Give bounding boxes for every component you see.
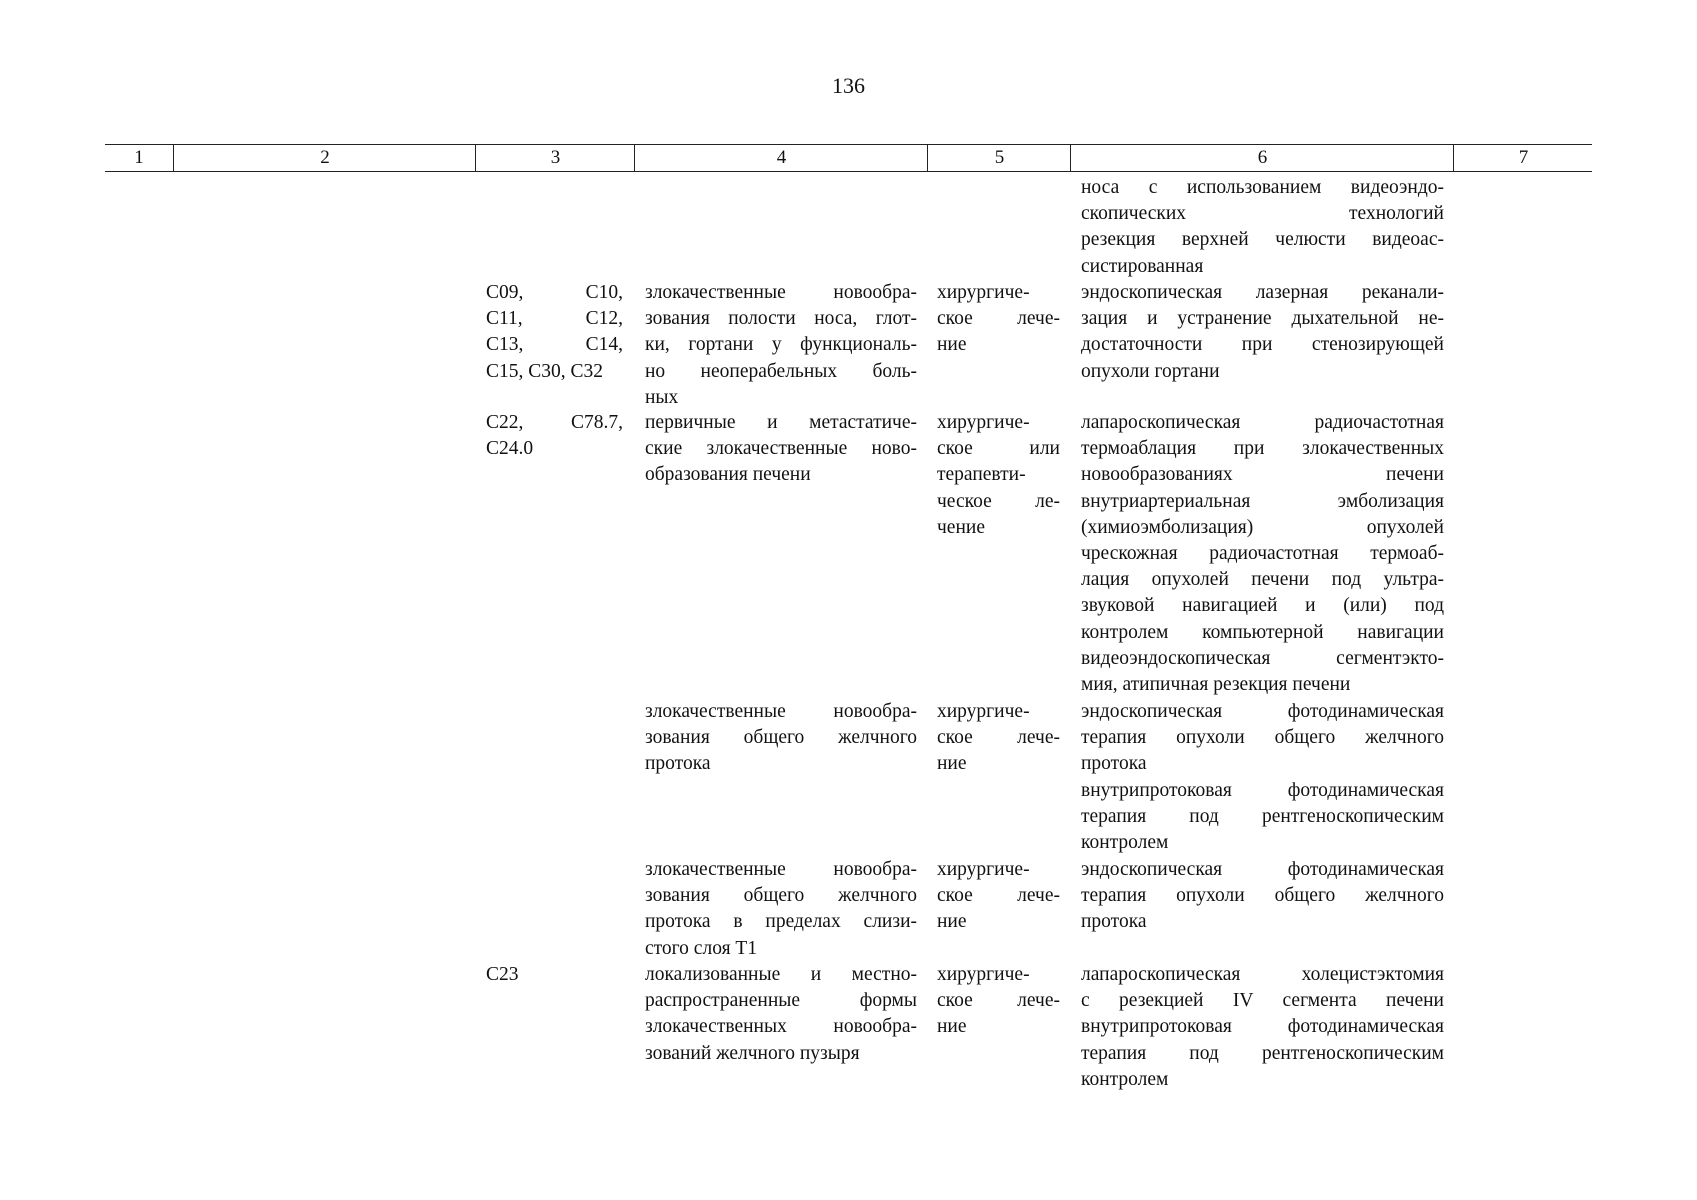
text-line: ческое ле- [937,490,1060,512]
text-line: ское лече- [937,885,1060,907]
treatment-methods-cell [1081,175,1444,280]
text-line: протока [645,753,711,775]
text-line: хирургиче- [937,701,1030,722]
treatment-type-cell [937,857,1060,936]
treatment-methods-cell [1081,280,1444,385]
text-line: (химиоэмболизация) опухолей [1081,516,1444,538]
text-line: C24.0 [486,438,534,460]
text-line: чрескожная радиочастотная термоаб- [1081,543,1444,565]
text-line: термоаблация при злокачественных [1081,438,1444,460]
text-line: лапароскопическая радиочастотная [1081,412,1444,433]
text-line: ки, гортани у функциональ- [645,334,917,356]
text-line: ние [937,753,967,775]
text-line: ское лече- [937,990,1060,1012]
text-line: распространенные формы [645,990,917,1012]
text-line: протока [1081,911,1147,933]
text-line: эндоскопическая фотодинамическая [1081,701,1444,722]
diagnosis-cell [645,410,917,489]
text-line: C22, C78.7, [486,412,623,433]
treatment-methods-cell [1081,410,1444,698]
text-line: ское или [937,438,1060,460]
text-line: ские злокачественные ново- [645,438,917,460]
text-line: контролем компьютерной навигации [1081,621,1444,643]
text-line: терапевти- [937,464,1026,486]
column-header-1: 1 [134,147,144,168]
text-line: C23 [486,964,519,985]
text-line: ние [937,1016,967,1038]
text-line: носа с использованием видеоэндо- [1081,177,1444,198]
icd-codes-cell [486,962,623,988]
text-line: опухоли гортани [1081,360,1220,382]
diagnosis-cell [645,962,917,1067]
text-line: видеоэндоскопическая сегментэкто- [1081,647,1444,669]
text-line: протока [1081,753,1147,775]
text-line: ние [937,334,967,356]
text-line: хирургиче- [937,412,1030,433]
text-line: зования общего желчного [645,885,917,907]
text-line: C11, C12, [486,308,623,330]
text-line: локализованные и местно- [645,964,917,985]
column-header-6: 6 [1070,145,1454,171]
text-line: зований желчного пузыря [645,1042,860,1064]
text-line: чение [937,516,985,538]
treatment-type-cell [937,280,1060,359]
text-line: достаточности при стенозирующей [1081,334,1444,356]
treatment-methods-cell [1081,857,1444,936]
column-header-4: 4 [634,145,928,171]
text-line: ние [937,911,967,933]
text-line: лапароскопическая холецистэктомия [1081,964,1444,985]
text-line: терапия опухоли общего желчного [1081,885,1444,907]
text-line: хирургиче- [937,964,1030,985]
text-line: резекция верхней челюсти видеоас- [1081,229,1444,251]
column-header-3: 3 [475,145,635,171]
text-line: образования печени [645,464,811,486]
text-line: эндоскопическая лазерная реканали- [1081,282,1444,303]
text-line: ское лече- [937,727,1060,749]
diagnosis-cell [645,280,917,411]
text-line: зования общего желчного [645,727,917,749]
text-line: злокачественные новообра- [645,282,917,303]
text-line: протока в пределах слизи- [645,911,917,933]
text-line: терапия опухоли общего желчного [1081,727,1444,749]
diagnosis-cell [645,857,917,962]
text-line: с резекцией IV сегмента печени [1081,990,1444,1012]
text-line: внутрипротоковая фотодинамическая [1081,1016,1444,1038]
text-line: злокачественные новообра- [645,859,917,880]
treatment-type-cell [937,962,1060,1041]
text-line: эндоскопическая фотодинамическая [1081,859,1444,880]
table-header-row [105,144,1592,172]
icd-codes-cell [486,280,623,385]
text-line: внутрипротоковая фотодинамическая [1081,779,1444,801]
icd-codes-cell [486,410,623,462]
text-line: лация опухолей печени под ультра- [1081,569,1444,591]
treatment-methods-cell [1081,699,1444,856]
text-line: внутриартериальная эмболизация [1081,490,1444,512]
text-line: звуковой навигацией и (или) под [1081,595,1444,617]
text-line: зования полости носа, глот- [645,308,917,330]
text-line: но неоперабельных боль- [645,360,917,382]
column-header-7: 7 [1453,145,1593,171]
column-header-5: 5 [927,145,1071,171]
text-line: хирургиче- [937,859,1030,880]
text-line: стого слоя T1 [645,937,758,959]
text-line: C13, C14, [486,334,623,356]
text-line: новообразованиях печени [1081,464,1444,486]
text-line: терапия под рентгеноскопическим [1081,805,1444,827]
text-line: C15, C30, C32 [486,360,604,382]
text-line: злокачественных новообра- [645,1016,917,1038]
treatment-type-cell [937,699,1060,778]
text-line: ское лече- [937,308,1060,330]
text-line: злокачественные новообра- [645,701,917,722]
text-line: контролем [1081,832,1169,854]
text-line: первичные и метастатиче- [645,412,917,433]
text-line: хирургиче- [937,282,1030,303]
text-line: скопических технологий [1081,203,1444,225]
text-line: контролем [1081,1068,1169,1090]
column-header-2: 2 [173,145,476,171]
page-number: 136 [832,73,865,98]
text-line: систированная [1081,255,1204,277]
text-line: мия, атипичная резекция печени [1081,674,1351,696]
diagnosis-cell [645,699,917,778]
text-line: зация и устранение дыхательной не- [1081,308,1444,330]
treatment-type-cell [937,410,1060,541]
text-line: терапия под рентгеноскопическим [1081,1042,1444,1064]
text-line: ных [645,386,679,408]
text-line: C09, C10, [486,282,623,303]
treatment-methods-cell [1081,962,1444,1093]
